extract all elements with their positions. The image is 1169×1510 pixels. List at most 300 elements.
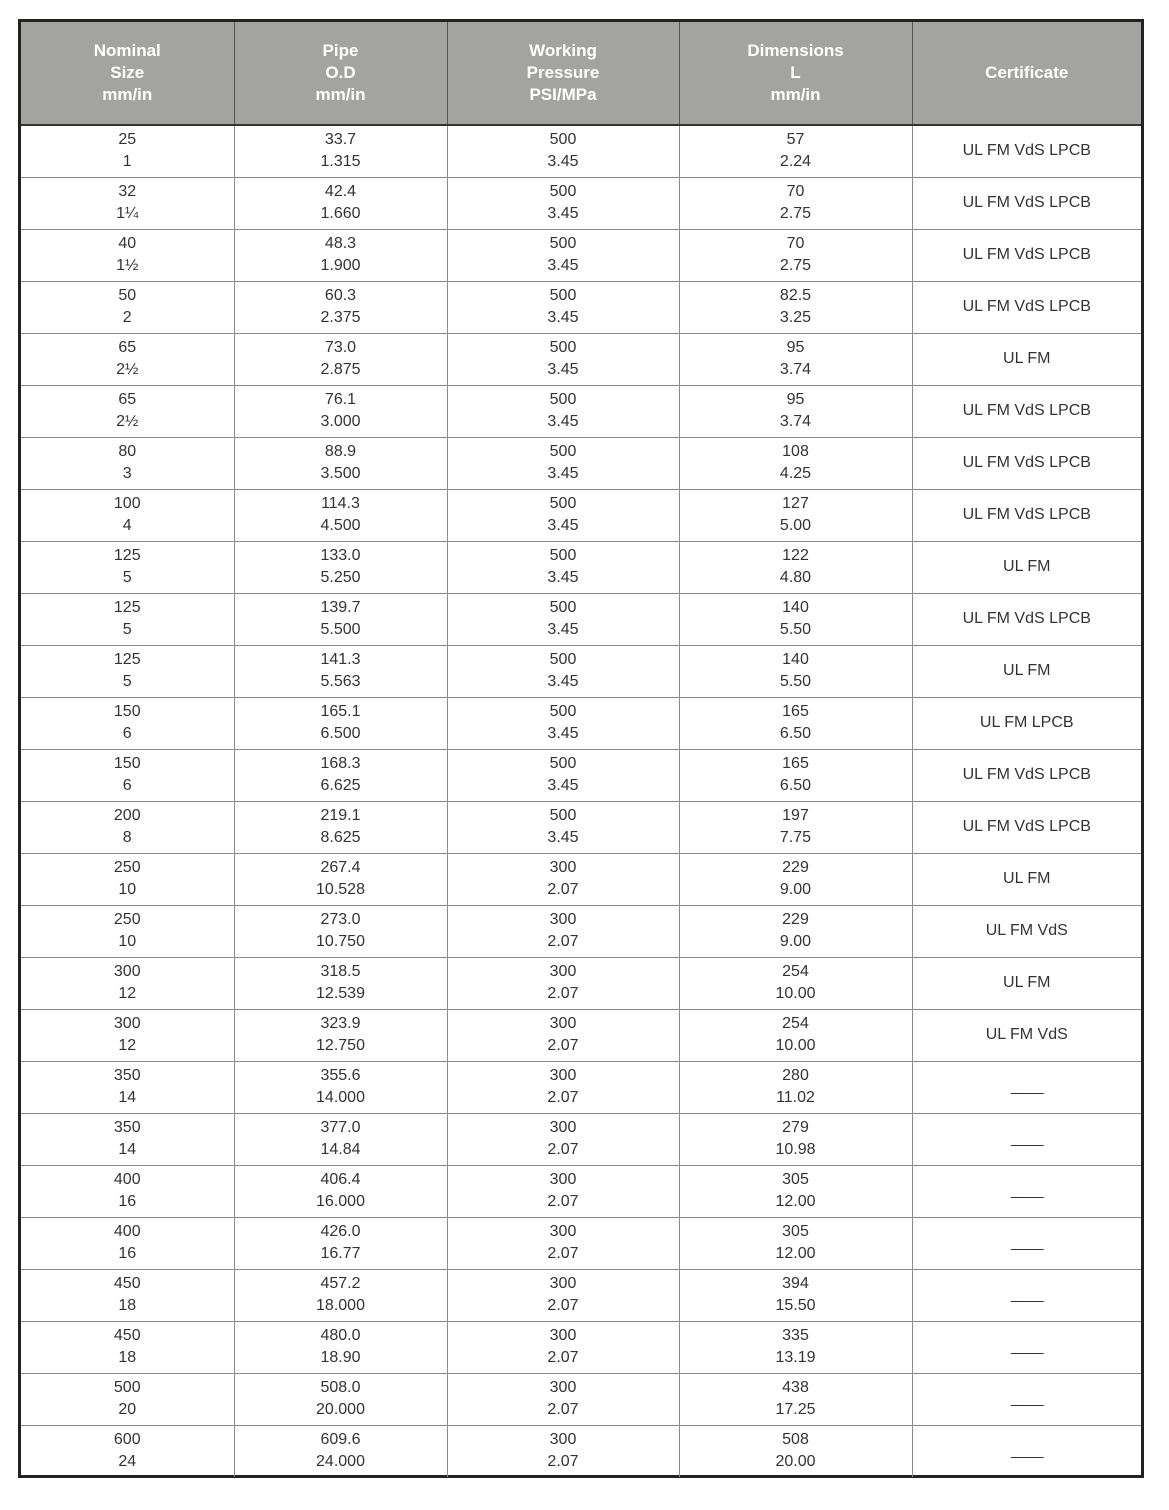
header-row [21,22,1141,125]
imperial-value: 9.00 [779,933,812,950]
imperial-value: 3.25 [779,309,812,326]
cell-nominal-size [21,1269,234,1321]
cell-nominal-size [21,853,234,905]
certificate-value: UL FM [1003,350,1051,367]
metric-value: 300 [549,1119,577,1136]
cell-dimensions [679,1009,912,1061]
certificate-value: ____ [1010,1078,1043,1095]
cell-dimensions [679,1165,912,1217]
metric-value: 267.4 [320,859,361,876]
metric-value: 60.3 [324,287,357,304]
metric-value: 254 [782,1015,809,1032]
cell-dimensions [679,229,912,281]
imperial-value: 20.000 [316,1401,365,1418]
metric-value: 500 [549,755,577,772]
metric-value: 65 [118,391,137,408]
cell-certificate [912,1165,1141,1217]
metric-value: 70 [786,183,805,200]
header-line: Nominal [93,41,161,60]
cell-nominal-size [21,177,234,229]
cell-certificate [912,437,1141,489]
imperial-value: 5 [122,621,132,638]
metric-value: 82.5 [779,287,812,304]
header-line: Working [529,41,597,60]
imperial-value: 5 [122,673,132,690]
imperial-value: 17.25 [775,1401,816,1418]
cell-pipe-od [234,1373,447,1425]
cell-working-pressure [447,593,679,645]
cell-pipe-od [234,749,447,801]
cell-nominal-size [21,593,234,645]
metric-value: 377.0 [320,1119,361,1136]
cell-pipe-od [234,177,447,229]
cell-certificate [912,1217,1141,1269]
cell-working-pressure [447,1061,679,1113]
table-row [21,1009,1141,1061]
table-row [21,1165,1141,1217]
metric-value: 500 [549,443,577,460]
metric-value: 125 [113,547,141,564]
imperial-value: 1.315 [320,153,361,171]
table-row [21,1373,1141,1425]
imperial-value: 3.000 [320,413,361,430]
metric-value: 500 [549,183,577,200]
metric-value: 500 [549,807,577,824]
cell-dimensions [679,333,912,385]
cell-certificate [912,1061,1141,1113]
cell-pipe-od [234,1061,447,1113]
cell-nominal-size [21,541,234,593]
metric-value: 300 [549,1379,577,1396]
cell-certificate [912,1321,1141,1373]
imperial-value: 12 [118,985,137,1002]
imperial-value: 2.375 [320,309,361,326]
imperial-value: 2.07 [547,985,579,1002]
metric-value: 141.3 [320,651,361,668]
imperial-value: 20 [118,1401,137,1418]
metric-value: 300 [549,1171,577,1188]
metric-value: 122 [782,547,809,564]
cell-nominal-size [21,281,234,333]
metric-value: 200 [113,807,141,824]
cell-nominal-size [21,1061,234,1113]
metric-value: 500 [549,131,577,149]
certificate-value: UL FM VdS LPCB [962,298,1091,315]
imperial-value: 2.07 [547,1193,579,1210]
certificate-value: UL FM VdS LPCB [962,142,1091,160]
imperial-value: 16.000 [316,1193,365,1210]
metric-value: 457.2 [320,1275,361,1292]
metric-value: 500 [549,287,577,304]
metric-value: 140 [782,651,809,668]
cell-certificate [912,125,1141,177]
cell-pipe-od [234,229,447,281]
table-body [21,125,1141,1477]
table-row [21,125,1141,177]
header-line: Dimensions [747,41,844,60]
pipe-spec-table-frame [18,19,1144,1478]
cell-pipe-od [234,1165,447,1217]
cell-pipe-od [234,1009,447,1061]
imperial-value: 1½ [116,257,139,274]
cell-dimensions [679,1269,912,1321]
header-line: L [790,63,801,82]
imperial-value: 3 [122,465,132,482]
certificate-value: ____ [1010,1182,1043,1199]
header-nominal-size [21,22,234,125]
metric-value: 300 [549,963,577,980]
cell-nominal-size [21,1321,234,1373]
imperial-value: 12.00 [775,1245,816,1262]
certificate-value: ____ [1010,1130,1043,1147]
imperial-value: 3.45 [547,673,579,690]
imperial-value: 1.660 [320,205,361,222]
metric-value: 127 [782,495,809,512]
imperial-value: 6.500 [320,725,361,742]
metric-value: 25 [118,131,137,149]
metric-value: 350 [113,1119,141,1136]
imperial-value: 14 [118,1089,137,1106]
metric-value: 165 [782,703,809,720]
table-row [21,1321,1141,1373]
metric-value: 150 [113,703,141,720]
cell-working-pressure [447,229,679,281]
table-row [21,593,1141,645]
certificate-value: UL FM [1003,558,1051,575]
imperial-value: 6.50 [779,777,812,794]
metric-value: 254 [782,963,809,980]
certificate-value: UL FM [1003,662,1051,679]
imperial-value: 18.90 [320,1349,361,1366]
metric-value: 500 [549,703,577,720]
cell-nominal-size [21,957,234,1009]
imperial-value: 8.625 [320,829,361,846]
cell-certificate [912,1269,1141,1321]
metric-value: 33.7 [324,131,357,149]
cell-certificate [912,697,1141,749]
certificate-value: UL FM VdS LPCB [962,246,1091,263]
metric-value: 300 [549,859,577,876]
metric-value: 500 [549,235,577,252]
certificate-value: ____ [1010,1286,1043,1303]
certificate-value: ____ [1010,1338,1043,1355]
cell-dimensions [679,541,912,593]
imperial-value: 2 [122,309,132,326]
metric-value: 95 [786,339,805,356]
cell-certificate [912,593,1141,645]
cell-pipe-od [234,385,447,437]
metric-value: 355.6 [320,1067,361,1084]
imperial-value: 5 [122,569,132,586]
metric-value: 350 [113,1067,141,1084]
certificate-value: UL FM VdS LPCB [962,610,1091,627]
table-row [21,177,1141,229]
cell-working-pressure [447,1217,679,1269]
header-pipe-od [234,22,447,125]
metric-value: 305 [782,1171,809,1188]
cell-nominal-size [21,1009,234,1061]
metric-value: 50 [118,287,137,304]
cell-pipe-od [234,801,447,853]
cell-certificate [912,281,1141,333]
cell-dimensions [679,1425,912,1477]
metric-value: 73.0 [324,339,357,356]
metric-value: 150 [113,755,141,772]
certificate-value: UL FM VdS LPCB [962,766,1091,783]
cell-dimensions [679,385,912,437]
metric-value: 197 [782,807,809,824]
cell-working-pressure [447,1373,679,1425]
certificate-value: UL FM VdS LPCB [962,194,1091,211]
imperial-value: 6 [122,777,132,794]
header-line: Certificate [985,63,1069,82]
cell-working-pressure [447,1321,679,1373]
imperial-value: 4.80 [779,569,812,586]
header-certificate [912,22,1141,125]
imperial-value: 14.84 [320,1141,361,1158]
imperial-value: 2.07 [547,1037,579,1054]
cell-working-pressure [447,333,679,385]
cell-nominal-size [21,645,234,697]
certificate-value: UL FM VdS LPCB [962,454,1091,471]
cell-certificate [912,853,1141,905]
pipe-spec-table [21,22,1141,1477]
cell-dimensions [679,1321,912,1373]
imperial-value: 2.07 [547,1349,579,1366]
metric-value: 335 [782,1327,809,1344]
cell-pipe-od [234,593,447,645]
imperial-value: 3.45 [547,413,579,430]
cell-certificate [912,1113,1141,1165]
cell-nominal-size [21,333,234,385]
imperial-value: 2.07 [547,1141,579,1158]
imperial-value: 16.77 [320,1245,361,1262]
header-line: Pressure [526,63,600,82]
metric-value: 500 [549,547,577,564]
table-row [21,1113,1141,1165]
metric-value: 76.1 [324,391,357,408]
certificate-value: UL FM [1003,870,1051,887]
metric-value: 273.0 [320,911,361,928]
cell-working-pressure [447,905,679,957]
metric-value: 88.9 [324,443,357,460]
cell-pipe-od [234,541,447,593]
imperial-value: 2.07 [547,881,579,898]
cell-certificate [912,1425,1141,1477]
cell-working-pressure [447,177,679,229]
cell-dimensions [679,437,912,489]
cell-nominal-size [21,437,234,489]
imperial-value: 18 [118,1349,137,1366]
cell-dimensions [679,125,912,177]
cell-nominal-size [21,1165,234,1217]
table-row [21,333,1141,385]
cell-nominal-size [21,801,234,853]
metric-value: 168.3 [320,755,361,772]
imperial-value: 5.00 [779,517,812,534]
imperial-value: 10.98 [775,1141,816,1158]
imperial-value: 18.000 [316,1297,365,1314]
cell-dimensions [679,1373,912,1425]
imperial-value: 10 [118,881,137,898]
cell-certificate [912,957,1141,1009]
metric-value: 323.9 [320,1015,361,1032]
imperial-value: 4.500 [320,517,361,534]
cell-pipe-od [234,645,447,697]
metric-value: 300 [549,1067,577,1084]
metric-value: 450 [113,1275,141,1292]
cell-nominal-size [21,1373,234,1425]
metric-value: 300 [549,1431,577,1449]
header-line: Pipe [322,41,359,60]
metric-value: 95 [786,391,805,408]
metric-value: 300 [113,963,141,980]
cell-dimensions [679,489,912,541]
metric-value: 133.0 [320,547,361,564]
cell-pipe-od [234,1113,447,1165]
table-header [21,22,1141,125]
imperial-value: 2½ [116,413,139,430]
metric-value: 40 [118,235,137,252]
cell-nominal-size [21,385,234,437]
metric-value: 300 [549,911,577,928]
metric-value: 70 [786,235,805,252]
metric-value: 480.0 [320,1327,361,1344]
table-row [21,749,1141,801]
table-row [21,541,1141,593]
cell-certificate [912,333,1141,385]
cell-nominal-size [21,125,234,177]
metric-value: 300 [113,1015,141,1032]
metric-value: 42.4 [324,183,357,200]
metric-value: 229 [782,911,809,928]
cell-working-pressure [447,749,679,801]
table-row [21,1217,1141,1269]
certificate-value: UL FM VdS LPCB [962,402,1091,419]
cell-dimensions [679,801,912,853]
table-row [21,229,1141,281]
cell-dimensions [679,905,912,957]
imperial-value: 2.07 [547,1245,579,1262]
cell-dimensions [679,749,912,801]
imperial-value: 7.75 [779,829,812,846]
metric-value: 400 [113,1171,141,1188]
metric-value: 140 [782,599,809,616]
imperial-value: 2.07 [547,1297,579,1314]
header-line: O.D [325,63,356,82]
cell-working-pressure [447,697,679,749]
table-row [21,645,1141,697]
cell-working-pressure [447,957,679,1009]
cell-nominal-size [21,489,234,541]
imperial-value: 6.625 [320,777,361,794]
cell-working-pressure [447,437,679,489]
metric-value: 165.1 [320,703,361,720]
imperial-value: 5.50 [779,621,812,638]
cell-pipe-od [234,281,447,333]
cell-certificate [912,541,1141,593]
table-row [21,281,1141,333]
cell-pipe-od [234,1217,447,1269]
metric-value: 279 [782,1119,809,1136]
imperial-value: 2½ [116,361,139,378]
imperial-value: 13.19 [775,1349,816,1366]
imperial-value: 2.875 [320,361,361,378]
imperial-value: 9.00 [779,881,812,898]
cell-dimensions [679,853,912,905]
cell-nominal-size [21,1425,234,1477]
metric-value: 100 [113,495,141,512]
cell-working-pressure [447,1269,679,1321]
table-row [21,437,1141,489]
imperial-value: 5.500 [320,621,361,638]
cell-dimensions [679,593,912,645]
imperial-value: 1 [122,153,132,171]
imperial-value: 2.24 [779,153,812,171]
table-row [21,905,1141,957]
cell-working-pressure [447,385,679,437]
cell-pipe-od [234,905,447,957]
imperial-value: 8 [122,829,132,846]
metric-value: 609.6 [320,1431,361,1449]
imperial-value: 18 [118,1297,137,1314]
imperial-value: 3.45 [547,309,579,326]
cell-dimensions [679,1113,912,1165]
metric-value: 500 [549,339,577,356]
metric-value: 400 [113,1223,141,1240]
table-row [21,801,1141,853]
metric-value: 300 [549,1327,577,1344]
cell-pipe-od [234,1269,447,1321]
imperial-value: 11.02 [776,1089,815,1106]
cell-certificate [912,385,1141,437]
cell-dimensions [679,957,912,1009]
metric-value: 114.3 [321,495,360,512]
imperial-value: 14.000 [316,1089,365,1106]
metric-value: 32 [118,183,137,200]
imperial-value: 10.528 [316,881,365,898]
metric-value: 426.0 [320,1223,361,1240]
metric-value: 280 [782,1067,809,1084]
imperial-value: 3.45 [547,465,579,482]
metric-value: 80 [118,443,137,460]
imperial-value: 1¼ [116,205,139,222]
cell-working-pressure [447,1165,679,1217]
metric-value: 65 [118,339,137,356]
metric-value: 125 [113,651,141,668]
imperial-value: 12.539 [316,985,365,1002]
table-row [21,957,1141,1009]
cell-pipe-od [234,125,447,177]
imperial-value: 2.75 [779,205,812,222]
metric-value: 500 [549,599,577,616]
certificate-value: ____ [1010,1234,1043,1251]
table-row [21,1061,1141,1113]
imperial-value: 3.45 [547,205,579,222]
metric-value: 57 [786,131,805,149]
table-row [21,853,1141,905]
imperial-value: 15.50 [775,1297,816,1314]
cell-dimensions [679,1217,912,1269]
cell-working-pressure [447,281,679,333]
imperial-value: 10.750 [316,933,365,950]
certificate-value: UL FM VdS LPCB [962,818,1091,835]
cell-nominal-size [21,749,234,801]
header-line: mm/in [315,85,366,104]
imperial-value: 4.25 [779,465,812,482]
metric-value: 508.0 [320,1379,361,1396]
imperial-value: 3.45 [547,153,579,171]
